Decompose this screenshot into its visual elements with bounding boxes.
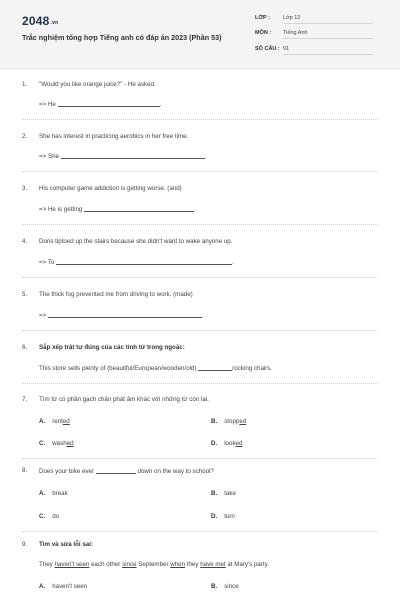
option-d[interactable]: D. looked	[211, 440, 243, 447]
question-text: She has interest in practicing aerobics in her free time.	[39, 133, 189, 140]
answer-blank[interactable]	[61, 152, 205, 159]
answer-blank[interactable]	[58, 100, 160, 107]
answer-blank[interactable]	[48, 311, 202, 318]
question-text: "Would you like orange juice?" - He asked.	[39, 81, 156, 88]
answer-prefix: => To	[39, 259, 55, 266]
page-title: Trắc nghiệm tổng hợp Tiếng anh có đáp án 2023 (Phần 53)	[22, 33, 222, 42]
question-text: The thick fog prevented me from driving to work. (made)	[39, 291, 193, 298]
meta-value: Lớp 12	[283, 15, 373, 24]
answer-line: => .	[39, 312, 204, 319]
answer-prefix: => He is getting	[39, 206, 83, 213]
option-d[interactable]: D. turn	[211, 513, 235, 520]
underlined-part: since	[122, 561, 137, 568]
divider	[22, 458, 378, 459]
divider	[22, 119, 378, 120]
meta-value: Tiếng Anh	[283, 30, 373, 39]
answer-prefix: => He	[39, 101, 56, 108]
option-a[interactable]: A. rented	[39, 418, 70, 425]
divider	[22, 171, 378, 172]
question-sentence	[39, 364, 272, 372]
meta-label: MÔN :	[255, 30, 272, 36]
question-number: 8.	[22, 467, 28, 474]
question-number: 4.	[22, 238, 28, 245]
divider	[22, 383, 378, 384]
meta-label: SỐ CÂU :	[255, 46, 280, 52]
option-a[interactable]: A. break	[39, 490, 68, 497]
question-sentence: They haven't seen each other since September when they have met at Mary's party.	[39, 561, 269, 568]
divider	[22, 277, 378, 278]
header	[0, 0, 400, 69]
option-b[interactable]: B. since	[211, 583, 239, 590]
question-number: 1.	[22, 81, 28, 88]
question-number: 7.	[22, 396, 28, 403]
question-number: 9.	[22, 541, 28, 548]
option-c[interactable]: C. do	[39, 513, 60, 520]
divider	[22, 330, 378, 331]
answer-line: => He .	[39, 101, 162, 108]
option-b[interactable]: B. stopped	[211, 418, 247, 425]
question-text: Does your bike ever down on the way to school?	[39, 468, 214, 475]
answer-line: => She .	[39, 153, 207, 160]
question-number: 5.	[22, 291, 28, 298]
option-b[interactable]: B. take	[211, 490, 236, 497]
question-heading: Tìm và sửa lỗi sai:	[39, 541, 94, 548]
question-number: 2.	[22, 133, 28, 140]
question-heading: Sắp xếp trật tự đúng của các tính từ trong ngoặc:	[39, 344, 185, 351]
sentence-text: This store sells plenty of (beautiful/European/wooden/old)	[39, 365, 197, 372]
answer-blank[interactable]	[56, 258, 232, 265]
option-a[interactable]: A. haven't seen	[39, 583, 88, 590]
sentence-text: rocking chairs.	[232, 365, 273, 372]
divider	[22, 531, 378, 532]
question-text: Doris tiptoed up the stairs because she didn't want to wake anyone up.	[39, 238, 233, 245]
answer-line: => He is getting .	[39, 206, 196, 213]
answer-prefix: =>	[39, 312, 47, 319]
underlined-part: haven't seen	[54, 561, 90, 568]
meta-value: 91	[283, 46, 373, 55]
question-number: 3.	[22, 185, 28, 192]
underlined-part: have met	[200, 561, 226, 568]
answer-blank[interactable]	[96, 467, 136, 474]
answer-blank[interactable]	[84, 205, 194, 212]
meta-label: LỚP :	[255, 15, 270, 21]
option-c[interactable]: C. washed	[39, 440, 74, 447]
question-text: His computer game addiction is getting worse. (and)	[39, 185, 182, 192]
answer-prefix: => She	[39, 153, 59, 160]
answer-line: => To .	[39, 259, 234, 266]
divider	[22, 224, 378, 225]
answer-blank[interactable]	[198, 364, 232, 371]
question-number: 6.	[22, 344, 28, 351]
underlined-part: when	[170, 561, 186, 568]
question-text: Tìm từ có phần gạch chân phát âm khác với những từ còn lại.	[39, 396, 209, 403]
site-logo[interactable]: 2048.vn	[22, 14, 59, 28]
